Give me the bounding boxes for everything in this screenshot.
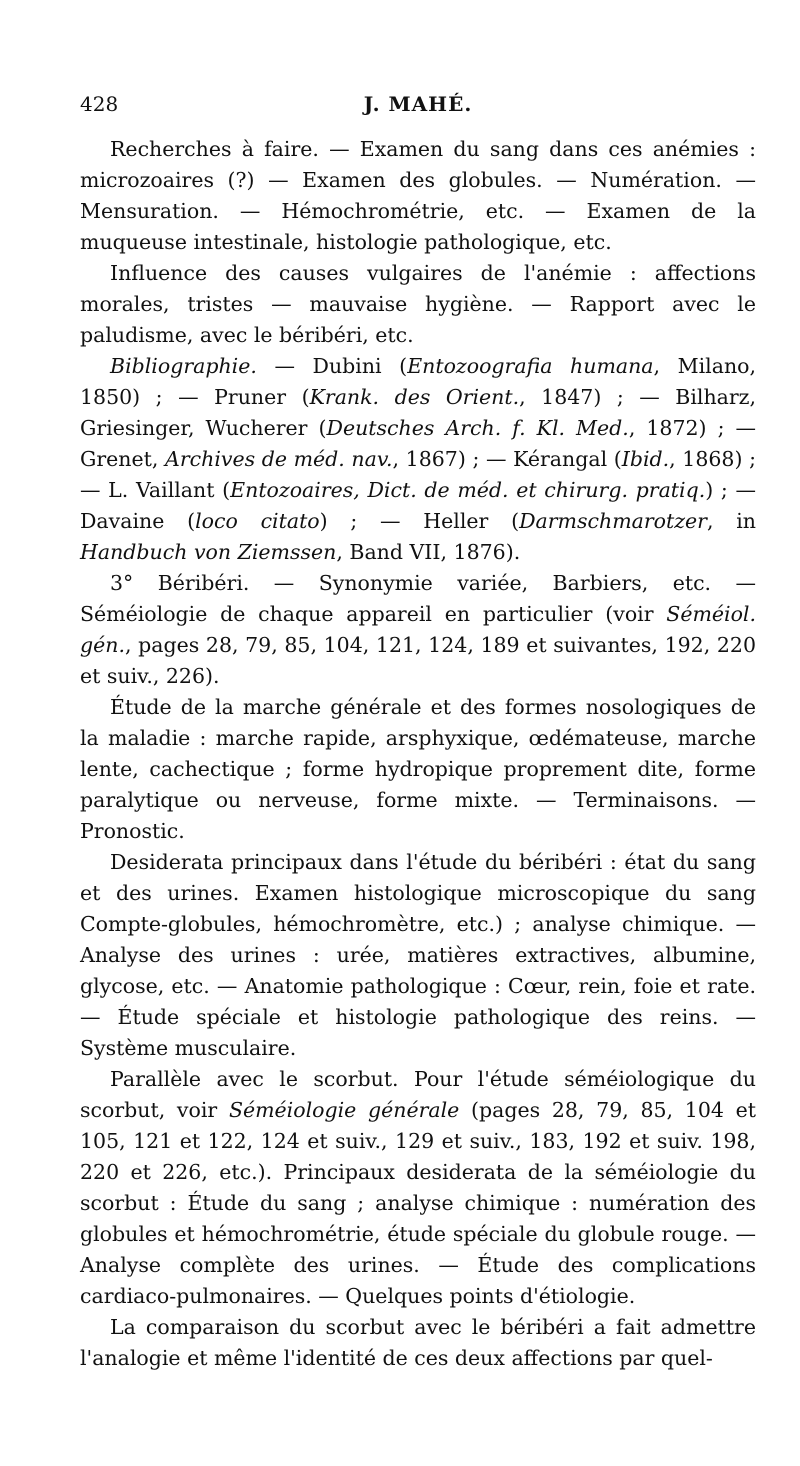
paragraph xyxy=(80,692,756,847)
text-run: , 1868) ; — L. Vaillant ( xyxy=(80,447,757,502)
italic-run: Séméiologie générale xyxy=(228,1098,460,1122)
text-run: — Dubini ( xyxy=(256,354,408,378)
paragraph xyxy=(80,258,756,351)
page-number: 428 xyxy=(80,92,119,116)
text-run: , 1872) ; — Grenet, xyxy=(80,416,757,471)
italic-run: Krank. des Orient. xyxy=(309,385,520,409)
text-run: , 1867) ; — Kérangal ( xyxy=(392,447,622,471)
text-run: La comparaison du scorbut avec le béribéri a fait admettre l'analogie et même l'identité de ces deux affections par quel- xyxy=(80,1315,756,1370)
italic-run: Séméiol. gén. xyxy=(80,602,756,657)
text-run: Étude de la marche générale et des formes nosologiques de la maladie : marche rapide, arsphyxique, œdémateuse, marche lente, cachectique ; forme hydropique proprement dite, forme paralytique ou nerveuse, forme mixte. — Terminaisons. — Pronostic. xyxy=(80,695,756,843)
paragraph xyxy=(80,847,756,1064)
text-run: 3° Béribéri. — Synonymie variée, Barbiers, etc. — Séméiologie de chaque appareil en particulier (voir xyxy=(80,571,756,626)
text-run: , Band VII, 1876). xyxy=(336,540,521,564)
paragraph xyxy=(80,134,756,258)
text-run: ) ; — Heller ( xyxy=(319,509,520,533)
italic-run: Darmschmarotzer xyxy=(519,509,707,533)
paragraph xyxy=(80,568,756,692)
text-run: Parallèle avec le scorbut. Pour l'étude séméiologique du scorbut, voir xyxy=(80,1067,756,1122)
italic-run: Entozoografia humana xyxy=(407,354,654,378)
page xyxy=(80,92,756,1374)
running-head xyxy=(80,92,756,126)
paragraph xyxy=(80,351,756,568)
text-run: , in xyxy=(706,509,756,533)
text-run: (pages 28, 79, 85, 104 et 105, 121 et 122, 124 et suiv., 129 et suiv., 183, 192 et suiv. 198, 220 et 226, etc.). Principaux desiderata de la séméiologie du scorbut : Étude du sang ; analyse chimique : numération des globules et hémochrométrie, étude spéciale du globule rouge. — Analyse complète des urines. — Étude des complications cardiaco-pulmonaires. — Quelques points d'étiologie. xyxy=(80,1098,756,1308)
italic-run: Archives de méd. nav. xyxy=(165,447,393,471)
text-run: , Milano, 1850) ; — Pruner ( xyxy=(80,354,757,409)
text-run: ) ; — Davaine ( xyxy=(80,478,756,533)
italic-run: Deutsches Arch. f. Kl. Med. xyxy=(326,416,629,440)
running-head-author: J. MAHÉ. xyxy=(363,92,473,116)
text-run: , 1847) ; — Bilharz, Griesinger, Wucherer ( xyxy=(80,385,756,440)
italic-run: Entozoaires, Dict. de méd. et chirurg. pratiq. xyxy=(230,478,706,502)
italic-run: loco citato xyxy=(195,509,320,533)
body-text xyxy=(80,134,756,1374)
italic-run: Ibid. xyxy=(621,447,670,471)
italic-run: Handbuch von Ziemssen xyxy=(80,540,337,564)
paragraph xyxy=(80,1064,756,1312)
text-run: , pages 28, 79, 85, 104, 121, 124, 189 et suivantes, 192, 220 et suiv., 226). xyxy=(80,633,756,688)
text-run: Desiderata principaux dans l'étude du béribéri : état du sang et des urines. Examen histologique microscopique du sang Compte-globules, hémochromètre, etc.) ; analyse chimique. — Analyse des urines : urée, matières extractives, albumine, glycose, etc. — Anatomie pathologique : Cœur, rein, foie et rate. — Étude spéciale et histologie pathologique des reins. — Système musculaire. xyxy=(80,850,756,1060)
text-run: Recherches à faire. — Examen du sang dans ces anémies : microzoaires (?) — Examen des globules. — Numération. — Mensuration. — Hémochrométrie, etc. — Examen de la muqueuse intestinale, histologie pathologique, etc. xyxy=(80,137,756,254)
text-run: Influence des causes vulgaires de l'anémie : affections morales, tristes — mauvaise hygiène. — Rapport avec le paludisme, avec le béribéri, etc. xyxy=(80,261,756,347)
paragraph xyxy=(80,1312,756,1374)
italic-run: Bibliographie. xyxy=(110,354,257,378)
